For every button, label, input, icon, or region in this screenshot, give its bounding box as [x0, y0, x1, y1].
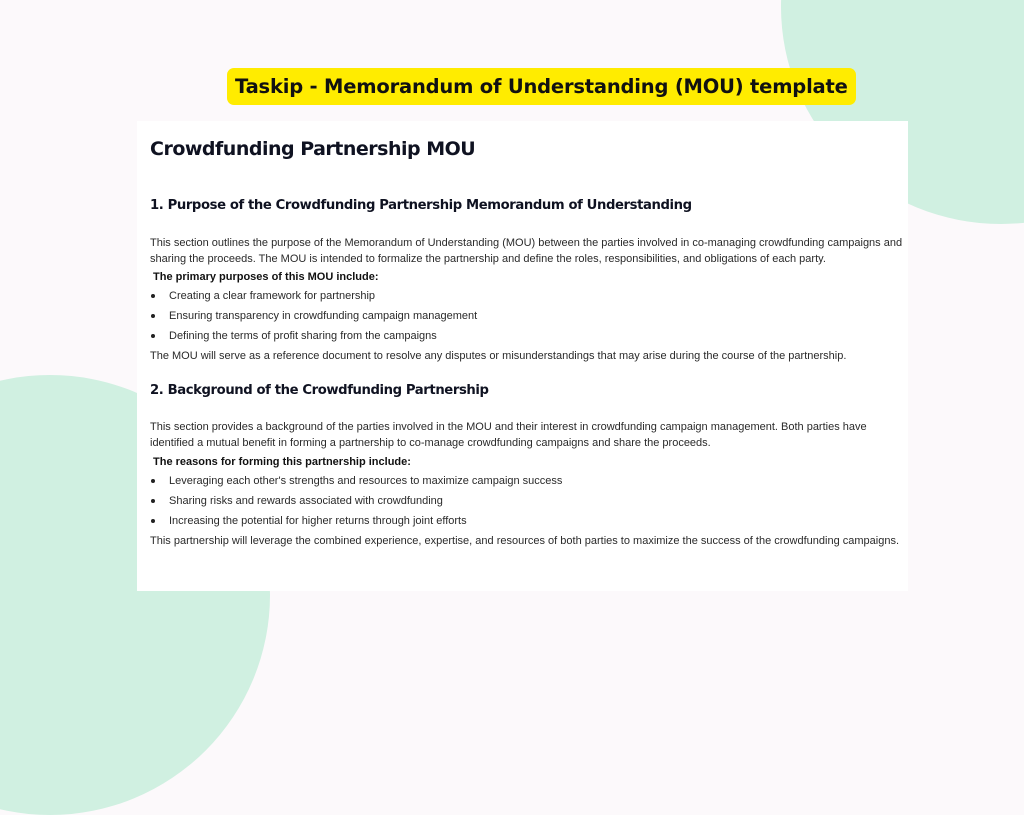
bullet-icon [151, 334, 155, 338]
list-item: Increasing the potential for higher returns through joint efforts [150, 515, 467, 527]
section-heading: 2. Background of the Crowdfunding Partnership [150, 383, 489, 398]
bullet-icon [151, 519, 155, 523]
document-title: Crowdfunding Partnership MOU [150, 138, 476, 160]
section-outro: The MOU will serve as a reference document to resolve any disputes or misunderstandings that may arise during the course of the partnership. [150, 350, 847, 362]
bullet-icon [151, 479, 155, 483]
list-item: Sharing risks and rewards associated with crowdfunding [150, 495, 443, 507]
section-intro: This section outlines the purpose of the Memorandum of Understanding (MOU) between the parties involved in co-managing crowdfunding campaigns and sharing the proceeds. The MOU is intended to formalize the partnership and define the roles, responsibilities, and obligations of each party. [150, 237, 903, 265]
section-outro: This partnership will leverage the combined experience, expertise, and resources of both parties to maximize the success of the crowdfunding campaigns. [150, 535, 899, 547]
template-title-banner: Taskip - Memorandum of Understanding (MOU) template [227, 68, 856, 105]
document-page [137, 121, 908, 591]
list-item: Defining the terms of profit sharing from the campaigns [150, 330, 437, 342]
list-item: Creating a clear framework for partnership [150, 290, 375, 302]
list-item: Leveraging each other's strengths and resources to maximize campaign success [150, 475, 562, 487]
section-lead: The primary purposes of this MOU include: [153, 271, 379, 283]
section-heading: 1. Purpose of the Crowdfunding Partnership Memorandum of Understanding [150, 198, 692, 213]
bullet-icon [151, 294, 155, 298]
bullet-icon [151, 499, 155, 503]
section-lead: The reasons for forming this partnership include: [153, 456, 411, 468]
list-item: Ensuring transparency in crowdfunding campaign management [150, 310, 477, 322]
bullet-icon [151, 314, 155, 318]
section-intro: This section provides a background of the parties involved in the MOU and their interest in crowdfunding campaign management. Both parties have identified a mutual benefit in forming a partnership to co-manage crowdfunding campaigns and share the proceeds. [150, 421, 867, 449]
